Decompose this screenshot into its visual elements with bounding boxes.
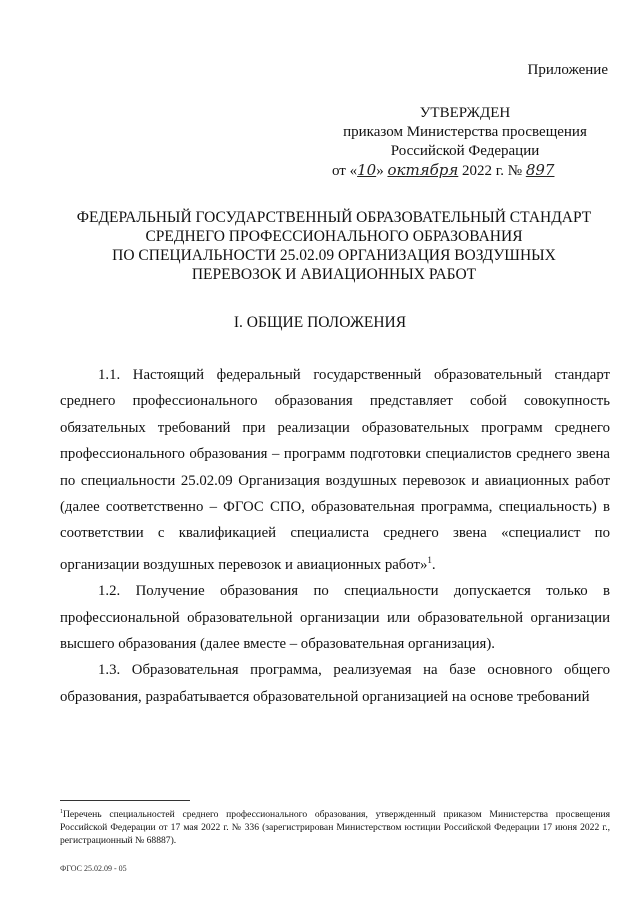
paragraph-1-2: 1.2. Получение образования по специальности допускается только в профессиональной образовательной организации или образовательной организации высшего образования (далее вместе – образовательная организация). <box>60 583 610 652</box>
approval-order-line: приказом Министерства просвещения <box>343 124 587 140</box>
paragraph-1-1 <box>60 362 610 578</box>
title-line-2: СРЕДНЕГО ПРОФЕССИОНАЛЬНОГО ОБРАЗОВАНИЯ <box>145 228 523 245</box>
date-prefix: от « <box>332 163 358 179</box>
title-line-1: ФЕДЕРАЛЬНЫЙ ГОСУДАРСТВЕННЫЙ ОБРАЗОВАТЕЛЬНЫЙ СТАНДАРТ <box>76 209 592 226</box>
footnote <box>60 806 610 847</box>
footnote-text: Перечень специальностей среднего профессионального образования, утвержденный приказом Министерства просвещения Российской Федерации от 17 мая 2022 г. № 336 (зарегистрирован Министерством юстиции Российской Федерации 17 июня 2022 г., регистрационный № 68887). <box>60 809 610 847</box>
footnote-reference: 1 <box>427 554 432 565</box>
handwritten-month: октября <box>387 161 459 179</box>
page-footer-code: ФГОС 25.02.09 - 05 <box>60 864 127 873</box>
date-day-close: » <box>376 163 384 179</box>
date-year: 2022 г. № <box>462 163 523 179</box>
approval-block <box>330 104 600 181</box>
approved-label: УТВЕРЖДЕН <box>419 105 511 121</box>
paragraph-1-3: 1.3. Образовательная программа, реализуемая на базе основного общего образования, разрабатывается образовательной организацией на основе требований <box>60 662 610 705</box>
document-title <box>66 208 602 284</box>
paragraph-1-1-text: 1.1. Настоящий федеральный государственный образовательный стандарт среднего профессионального образования представляет собой совокупность обязательных требований при реализации образовательных программ среднего профессионального образования – программ подготовки специалистов среднего звена по специальности 25.02.09 Организация воздушных перевозок и авиационных работ (далее соответственно – ФГОС СПО, образовательная программа, специальность) в соответствии с квалификацией специалиста среднего звена «специалист по организации воздушных перевозок и авиационных работ» <box>60 367 610 573</box>
title-line-3: ПО СПЕЦИАЛЬНОСТИ 25.02.09 ОРГАНИЗАЦИЯ ВОЗДУШНЫХ <box>112 247 556 264</box>
body-text <box>60 362 610 710</box>
handwritten-number: 897 <box>525 161 555 179</box>
footnote-marker: 1 <box>60 809 63 815</box>
appendix-label: Приложение <box>527 62 608 78</box>
title-line-4: ПЕРЕВОЗОК И АВИАЦИОННЫХ РАБОТ <box>191 266 477 283</box>
handwritten-day: 10 <box>357 161 377 179</box>
paragraph-1-1-end: . <box>431 556 436 573</box>
approval-federation-line: Российской Федерации <box>390 143 540 159</box>
approval-date-line <box>330 161 600 181</box>
footnote-divider <box>60 800 190 801</box>
section-heading: I. ОБЩИЕ ПОЛОЖЕНИЯ <box>233 314 407 331</box>
